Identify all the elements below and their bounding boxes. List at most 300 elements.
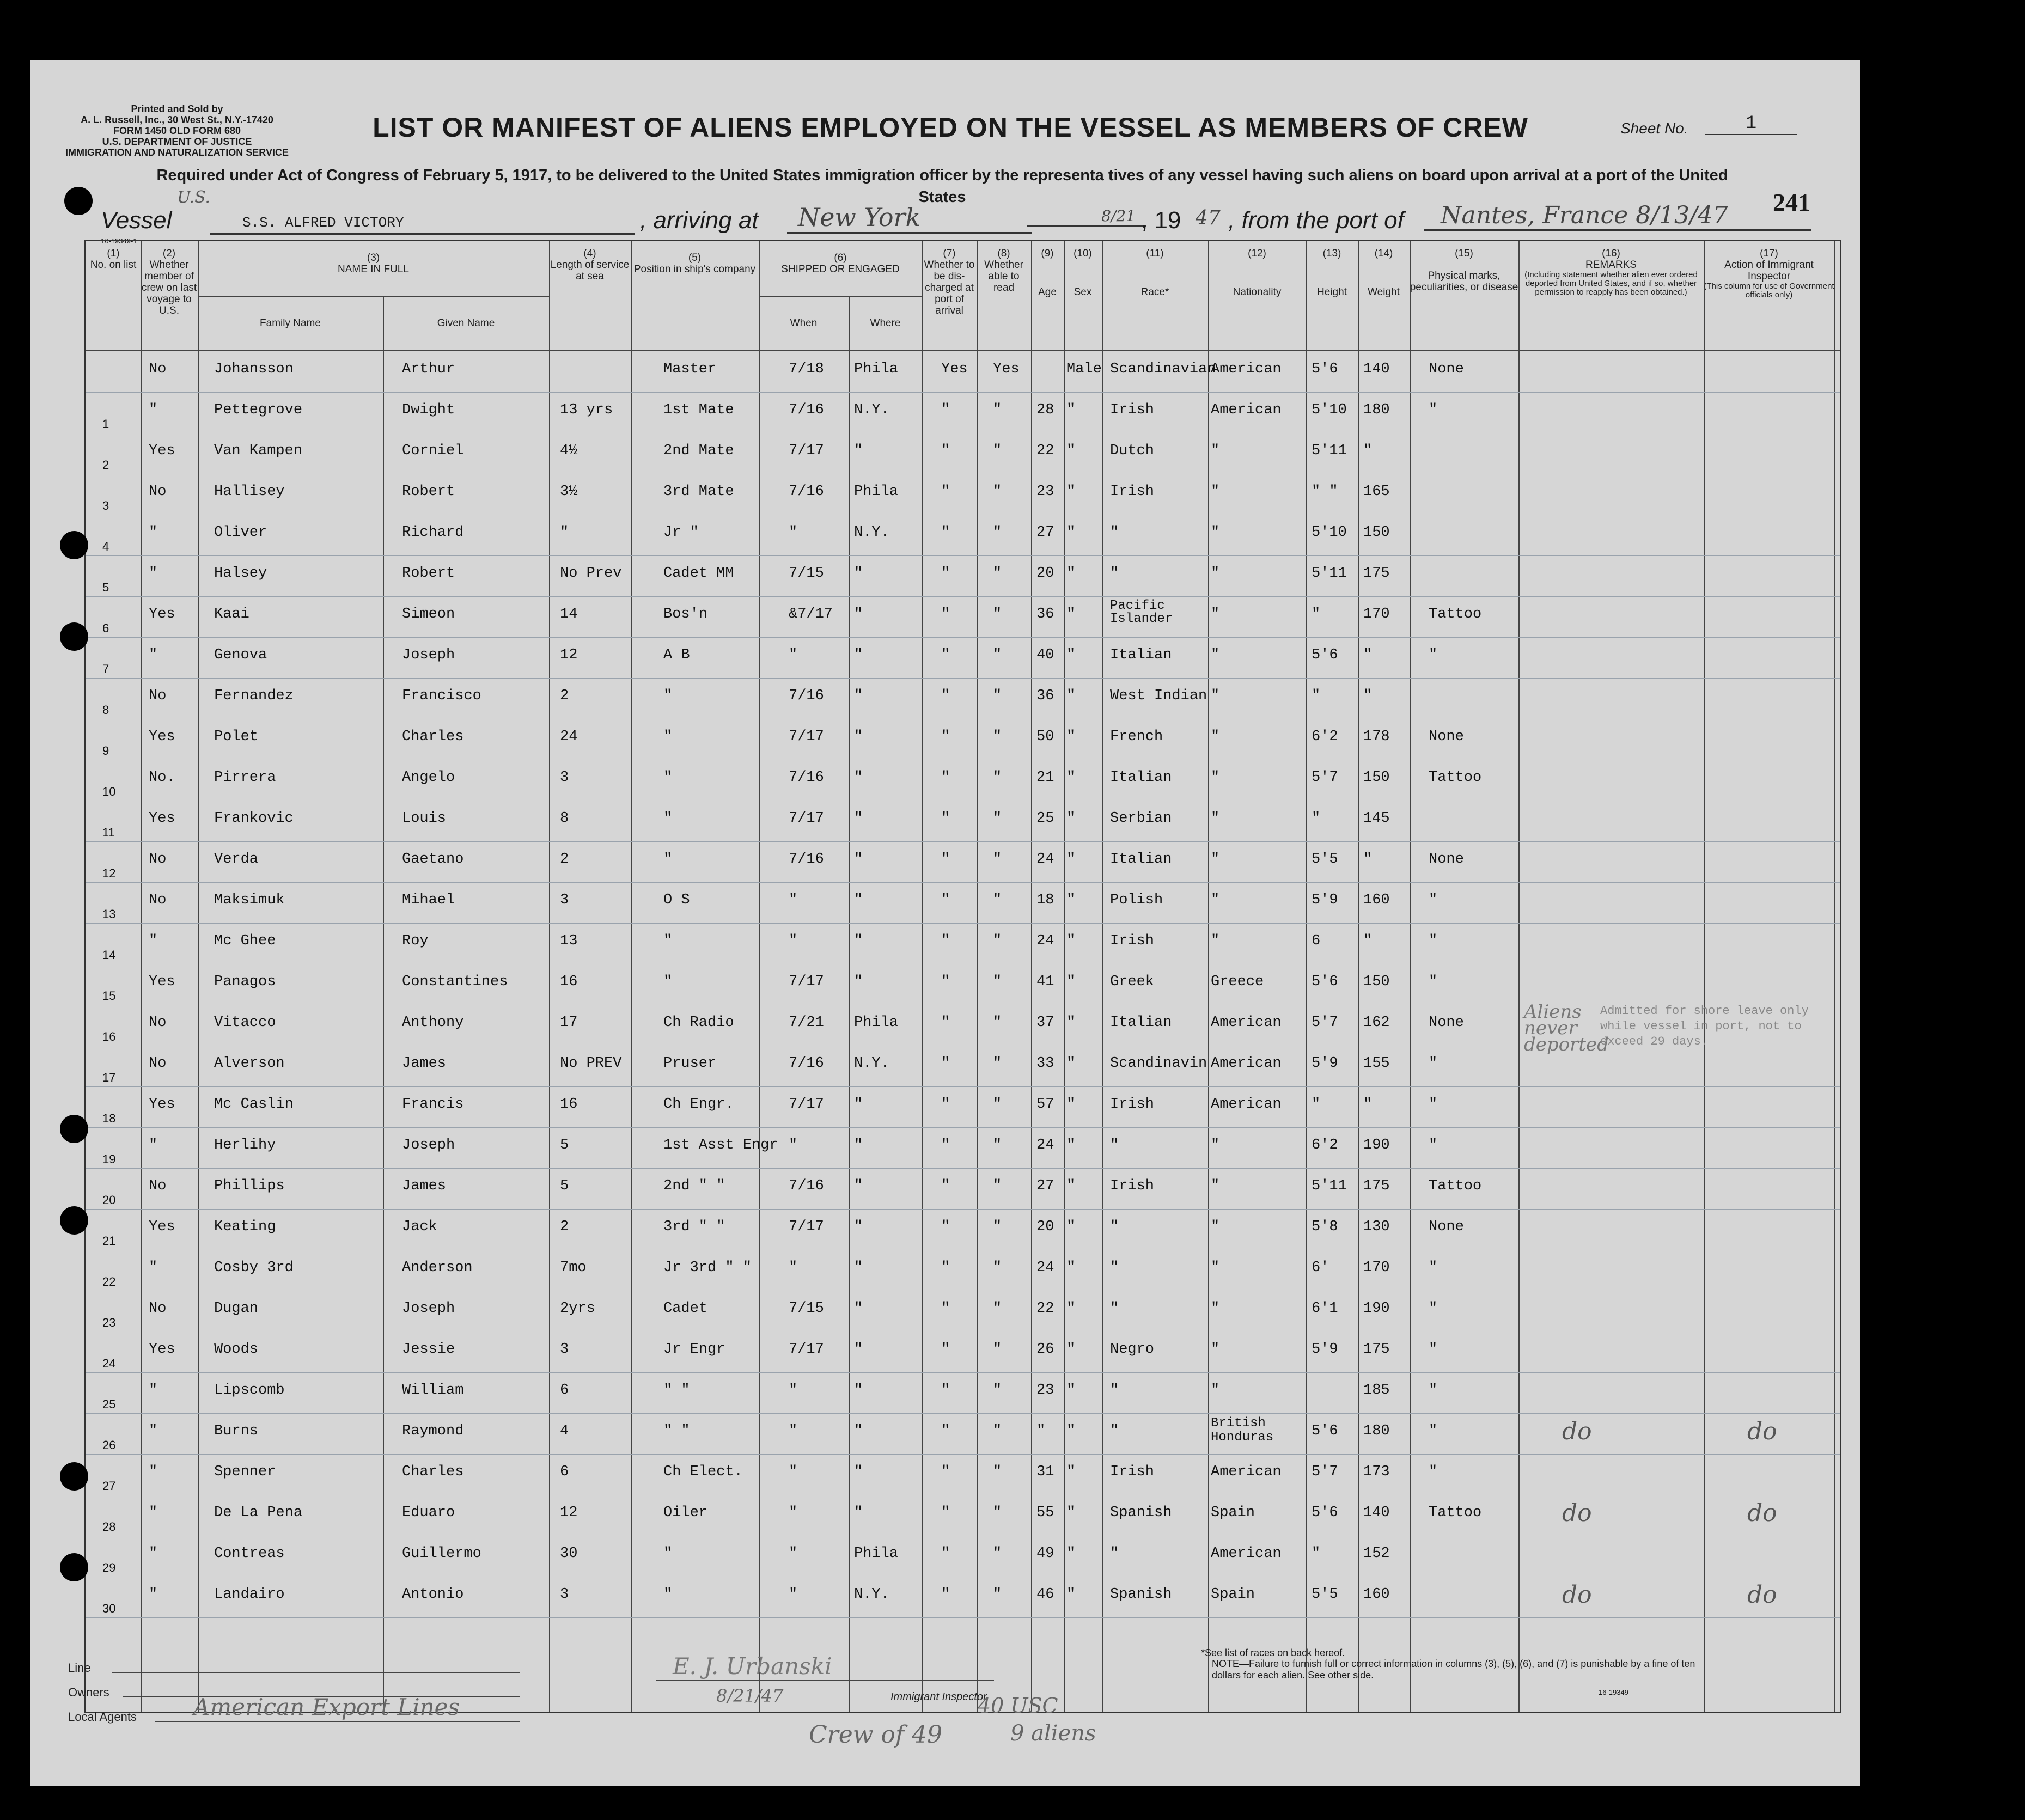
row-number: 27 bbox=[102, 1479, 116, 1493]
prev-voyage: " bbox=[149, 1505, 158, 1521]
arrival-date: 8/21 bbox=[1027, 207, 1146, 227]
shipped-when: 7/16 bbox=[789, 851, 824, 868]
race: " bbox=[1110, 1137, 1119, 1153]
form-code: 16-19349 bbox=[1599, 1688, 1628, 1696]
row-rule bbox=[86, 596, 1840, 597]
prev-voyage: " bbox=[149, 402, 158, 418]
col-divider bbox=[1834, 241, 1835, 1712]
given-name: Corniel bbox=[402, 443, 464, 459]
weight: 175 bbox=[1363, 1178, 1390, 1194]
shipped-where: " bbox=[854, 729, 863, 745]
nationality: " bbox=[1211, 892, 1220, 908]
family-name: Pettegrove bbox=[214, 402, 303, 418]
family-name: Landairo bbox=[214, 1586, 285, 1603]
height: 6'1 bbox=[1312, 1300, 1338, 1317]
prev-voyage: No bbox=[149, 1015, 167, 1031]
shipped-where: " bbox=[854, 647, 863, 663]
nationality: Greece bbox=[1211, 974, 1264, 990]
weight: 160 bbox=[1363, 892, 1390, 908]
race: Greek bbox=[1110, 974, 1155, 990]
discharged: " bbox=[941, 1219, 950, 1235]
height: 5'8 bbox=[1312, 1219, 1338, 1235]
weight: 130 bbox=[1363, 1219, 1390, 1235]
col-divider bbox=[383, 296, 384, 1712]
prev-voyage: " bbox=[149, 933, 158, 949]
agents-field bbox=[155, 1721, 520, 1722]
service-length: 12 bbox=[560, 647, 578, 663]
height: " bbox=[1312, 688, 1321, 704]
physical-marks: " bbox=[1429, 933, 1438, 949]
family-name: Mc Ghee bbox=[214, 933, 276, 949]
col-divider bbox=[759, 241, 760, 1712]
family-name: Verda bbox=[214, 851, 259, 868]
weight: " bbox=[1363, 851, 1373, 868]
physical-marks: " bbox=[1429, 647, 1438, 663]
punch-hole bbox=[60, 1553, 88, 1581]
prev-voyage: " bbox=[149, 1586, 158, 1603]
sex: " bbox=[1066, 1096, 1076, 1113]
nationality: " bbox=[1211, 1219, 1220, 1235]
age: 27 bbox=[1036, 1178, 1054, 1194]
shipped-when: 7/17 bbox=[789, 729, 824, 745]
col-divider bbox=[1031, 241, 1032, 1712]
able-to-read: " bbox=[993, 1586, 1002, 1603]
shipped-where: Phila bbox=[854, 361, 899, 377]
given-name: Roy bbox=[402, 933, 429, 949]
height: 5'7 bbox=[1312, 1464, 1338, 1480]
row-rule bbox=[86, 841, 1840, 842]
shipped-where: " bbox=[854, 565, 863, 582]
row-number: 25 bbox=[102, 1397, 116, 1411]
prev-voyage: Yes bbox=[149, 443, 175, 459]
signature-line bbox=[656, 1680, 994, 1681]
ditto-remark: do bbox=[1562, 1581, 1592, 1609]
height: 5'10 bbox=[1312, 402, 1347, 418]
row-number: 18 bbox=[102, 1111, 116, 1125]
row-number: 28 bbox=[102, 1520, 116, 1534]
nationality: " bbox=[1211, 484, 1220, 500]
punch-hole bbox=[60, 622, 88, 651]
able-to-read: " bbox=[993, 933, 1002, 949]
height: " bbox=[1312, 1096, 1321, 1113]
discharged: " bbox=[941, 1300, 950, 1317]
shipped-when: 7/17 bbox=[789, 1341, 824, 1358]
row-number: 17 bbox=[102, 1071, 116, 1084]
physical-marks: " bbox=[1429, 1423, 1438, 1439]
shipped-where: Phila bbox=[854, 1015, 899, 1031]
weight: 175 bbox=[1363, 565, 1390, 582]
col13-header: (13) Height bbox=[1317, 248, 1347, 298]
shipped-when: 7/15 bbox=[789, 1300, 824, 1317]
given-name: Guillermo bbox=[402, 1546, 481, 1562]
physical-marks: " bbox=[1429, 1096, 1438, 1113]
physical-marks: None bbox=[1429, 729, 1464, 745]
position: " bbox=[663, 974, 673, 990]
vessel-name: S.S. ALFRED VICTORY bbox=[210, 212, 635, 235]
weight: 180 bbox=[1363, 402, 1390, 418]
able-to-read: " bbox=[993, 524, 1002, 541]
age: 26 bbox=[1036, 1341, 1054, 1358]
height: 5'10 bbox=[1312, 524, 1347, 541]
age: 18 bbox=[1036, 892, 1054, 908]
height: 5'11 bbox=[1312, 443, 1347, 459]
prev-voyage: No bbox=[149, 1300, 167, 1317]
physical-marks: " bbox=[1429, 1341, 1438, 1358]
prev-voyage: " bbox=[149, 565, 158, 582]
shipped-where: N.Y. bbox=[854, 1586, 889, 1603]
height: 5'6 bbox=[1312, 974, 1338, 990]
race: Irish bbox=[1110, 1464, 1155, 1480]
discharged: " bbox=[941, 647, 950, 663]
arriving-port: New York bbox=[787, 203, 1032, 234]
prev-voyage: " bbox=[149, 1137, 158, 1153]
header-subdivider bbox=[198, 296, 549, 297]
race: Scandinavian bbox=[1110, 361, 1216, 377]
row-number: 20 bbox=[102, 1193, 116, 1207]
nationality: " bbox=[1211, 688, 1220, 704]
punch-hole bbox=[60, 1462, 88, 1491]
prev-voyage: Yes bbox=[149, 729, 175, 745]
prev-voyage: No bbox=[149, 892, 167, 908]
shipped-where: " bbox=[854, 443, 863, 459]
discharged: " bbox=[941, 688, 950, 704]
physical-marks: None bbox=[1429, 851, 1464, 868]
col-divider bbox=[1306, 241, 1307, 1712]
nationality: Spain bbox=[1211, 1586, 1255, 1603]
col-divider bbox=[1208, 241, 1209, 1712]
prev-voyage: " bbox=[149, 524, 158, 541]
age: 24 bbox=[1036, 1260, 1054, 1276]
prev-voyage: " bbox=[149, 1260, 158, 1276]
service-length: 16 bbox=[560, 1096, 578, 1113]
race: Irish bbox=[1110, 484, 1155, 500]
ditto-remark: do bbox=[1747, 1581, 1777, 1609]
sheet-label: Sheet No. bbox=[1620, 120, 1688, 137]
able-to-read: " bbox=[993, 606, 1002, 622]
family-name: Dugan bbox=[214, 1300, 259, 1317]
sex: " bbox=[1066, 606, 1076, 622]
row-number: 21 bbox=[102, 1234, 116, 1248]
sex: " bbox=[1066, 1341, 1076, 1358]
position: " bbox=[663, 729, 673, 745]
shipped-where: " bbox=[854, 851, 863, 868]
height: 5'11 bbox=[1312, 1178, 1347, 1194]
col-divider bbox=[1064, 241, 1065, 1712]
discharged: " bbox=[941, 402, 950, 418]
ditto-remark: do bbox=[1747, 1499, 1777, 1527]
service-length: 2yrs bbox=[560, 1300, 595, 1317]
height: 5'9 bbox=[1312, 1341, 1338, 1358]
race: Negro bbox=[1110, 1341, 1155, 1358]
sex: " bbox=[1066, 524, 1076, 541]
weight: 140 bbox=[1363, 1505, 1390, 1521]
position: Jr " bbox=[663, 524, 699, 541]
able-to-read: " bbox=[993, 810, 1002, 827]
row-rule bbox=[86, 392, 1840, 393]
sex: " bbox=[1066, 729, 1076, 745]
family-name: Fernandez bbox=[214, 688, 294, 704]
col-divider bbox=[849, 296, 850, 1712]
family-name: Maksimuk bbox=[214, 892, 285, 908]
weight: " bbox=[1363, 1096, 1373, 1113]
weight: 140 bbox=[1363, 361, 1390, 377]
nationality: " bbox=[1211, 1260, 1220, 1276]
position: " bbox=[663, 769, 673, 786]
weight: 173 bbox=[1363, 1464, 1390, 1480]
year-prefix: , 19 bbox=[1141, 207, 1181, 234]
sex: " bbox=[1066, 647, 1076, 663]
prev-voyage: No bbox=[149, 851, 167, 868]
family-name: Mc Caslin bbox=[214, 1096, 294, 1113]
able-to-read: Yes bbox=[993, 361, 1020, 377]
weight: " bbox=[1363, 933, 1373, 949]
printer-line: U.S. DEPARTMENT OF JUSTICE bbox=[102, 136, 252, 147]
col11-header: (11) Race* bbox=[1140, 248, 1169, 298]
position: Bos'n bbox=[663, 606, 708, 622]
sex: " bbox=[1066, 1586, 1076, 1603]
row-number: 23 bbox=[102, 1316, 116, 1329]
service-length: 12 bbox=[560, 1505, 578, 1521]
given-name: Simeon bbox=[402, 606, 455, 622]
family-name: Pirrera bbox=[214, 769, 276, 786]
shipped-where: Phila bbox=[854, 484, 899, 500]
nationality: " bbox=[1211, 1137, 1220, 1153]
col-divider bbox=[977, 241, 978, 1712]
service-length: 2 bbox=[560, 1219, 569, 1235]
discharged: " bbox=[941, 524, 950, 541]
ditto-remark: do bbox=[1747, 1418, 1777, 1445]
shipped-where: " bbox=[854, 688, 863, 704]
row-rule bbox=[86, 1454, 1840, 1455]
sex: " bbox=[1066, 769, 1076, 786]
position: 1st Mate bbox=[663, 402, 734, 418]
row-rule bbox=[86, 1372, 1840, 1373]
family-name: Contreas bbox=[214, 1546, 285, 1562]
able-to-read: " bbox=[993, 443, 1002, 459]
height: 6'2 bbox=[1312, 1137, 1338, 1153]
prev-voyage: Yes bbox=[149, 1219, 175, 1235]
vessel-label: Vessel bbox=[101, 207, 172, 234]
inspector-label: Immigrant Inspector bbox=[890, 1691, 987, 1703]
shipped-when: 7/16 bbox=[789, 769, 824, 786]
col-divider bbox=[198, 241, 199, 1712]
row-number: 22 bbox=[102, 1275, 116, 1288]
shipped-where: " bbox=[854, 606, 863, 622]
nationality: " bbox=[1211, 606, 1220, 622]
prev-voyage: " bbox=[149, 1464, 158, 1480]
age: 22 bbox=[1036, 443, 1054, 459]
crew-count-uscitizens: 40 USC bbox=[978, 1694, 1058, 1718]
row-number: 29 bbox=[102, 1561, 116, 1574]
row-number: 30 bbox=[102, 1602, 116, 1615]
shipped-when: " bbox=[789, 524, 798, 541]
given-name: Antonio bbox=[402, 1586, 464, 1603]
race: " bbox=[1110, 1546, 1119, 1562]
weight: " bbox=[1363, 443, 1373, 459]
col-divider bbox=[1410, 241, 1411, 1712]
race: " bbox=[1110, 1260, 1119, 1276]
prev-voyage: " bbox=[149, 1546, 158, 1562]
service-length: No PREV bbox=[560, 1055, 622, 1072]
age: 24 bbox=[1036, 933, 1054, 949]
height: 5'6 bbox=[1312, 1505, 1338, 1521]
family-name: Vitacco bbox=[214, 1015, 276, 1031]
shipped-when: 7/15 bbox=[789, 565, 824, 582]
service-length: 8 bbox=[560, 810, 569, 827]
discharged: " bbox=[941, 1178, 950, 1194]
physical-marks: Tattoo bbox=[1429, 1505, 1482, 1521]
race: Scandinavin bbox=[1110, 1055, 1207, 1072]
weight: 160 bbox=[1363, 1586, 1390, 1603]
sex: " bbox=[1066, 1546, 1076, 1562]
discharged: " bbox=[941, 892, 950, 908]
sex: " bbox=[1066, 565, 1076, 582]
family-name: Alverson bbox=[214, 1055, 285, 1072]
discharged: " bbox=[941, 729, 950, 745]
sex: " bbox=[1066, 1137, 1076, 1153]
physical-marks: None bbox=[1429, 1219, 1464, 1235]
col3-header: (3) NAME IN FULL bbox=[338, 252, 409, 275]
shipped-when: " bbox=[789, 647, 798, 663]
weight: 180 bbox=[1363, 1423, 1390, 1439]
weight: 155 bbox=[1363, 1055, 1390, 1072]
given-name-header: Given Name bbox=[437, 317, 495, 329]
sex: " bbox=[1066, 1178, 1076, 1194]
col9-header: (9) Age bbox=[1038, 248, 1057, 298]
physical-marks: " bbox=[1429, 974, 1438, 990]
row-rule bbox=[86, 1086, 1840, 1087]
service-length: 14 bbox=[560, 606, 578, 622]
race: West Indian bbox=[1110, 688, 1207, 704]
service-length: 3 bbox=[560, 1586, 569, 1603]
sex: " bbox=[1066, 1260, 1076, 1276]
physical-marks: " bbox=[1429, 1382, 1438, 1398]
service-length: No Prev bbox=[560, 565, 622, 582]
service-length: 2 bbox=[560, 688, 569, 704]
weight: " bbox=[1363, 647, 1373, 663]
service-length: 5 bbox=[560, 1178, 569, 1194]
shipped-when: 7/17 bbox=[789, 974, 824, 990]
physical-marks: " bbox=[1429, 892, 1438, 908]
discharged: " bbox=[941, 606, 950, 622]
nationality: American bbox=[1211, 361, 1282, 377]
position: Master bbox=[663, 361, 717, 377]
col15-header: (15) Physical marks, peculiarities, or disease bbox=[1410, 248, 1518, 293]
race: French bbox=[1110, 729, 1163, 745]
given-name: Louis bbox=[402, 810, 447, 827]
shipped-where: N.Y. bbox=[854, 1055, 889, 1072]
race: Dutch bbox=[1110, 443, 1155, 459]
shipped-when: " bbox=[789, 1464, 798, 1480]
height: " bbox=[1312, 810, 1321, 827]
service-length: 24 bbox=[560, 729, 578, 745]
vessel-prefix: U.S. bbox=[177, 188, 211, 207]
age: 41 bbox=[1036, 974, 1054, 990]
shipped-where: " bbox=[854, 1260, 863, 1276]
discharged: " bbox=[941, 974, 950, 990]
given-name: Jessie bbox=[402, 1341, 455, 1358]
shipped-where: " bbox=[854, 1219, 863, 1235]
nationality: " bbox=[1211, 524, 1220, 541]
sheet-number: 1 bbox=[1705, 113, 1797, 135]
nationality: American bbox=[1211, 1546, 1282, 1562]
able-to-read: " bbox=[993, 1300, 1002, 1317]
race: " bbox=[1110, 1382, 1119, 1398]
given-name: Charles bbox=[402, 729, 464, 745]
family-name: Genova bbox=[214, 647, 267, 663]
age: 25 bbox=[1036, 810, 1054, 827]
given-name: Jack bbox=[402, 1219, 437, 1235]
weight: 190 bbox=[1363, 1300, 1390, 1317]
col-divider bbox=[1358, 241, 1359, 1712]
where-header: Where bbox=[870, 317, 901, 329]
given-name: Francis bbox=[402, 1096, 464, 1113]
discharged: " bbox=[941, 1586, 950, 1603]
discharged: " bbox=[941, 1423, 950, 1439]
given-name: Joseph bbox=[402, 1137, 455, 1153]
shipped-when: " bbox=[789, 933, 798, 949]
able-to-read: " bbox=[993, 769, 1002, 786]
given-name: Dwight bbox=[402, 402, 455, 418]
punch-hole bbox=[64, 187, 93, 215]
row-rule bbox=[86, 1127, 1840, 1128]
physical-marks: " bbox=[1429, 1055, 1438, 1072]
height: " " bbox=[1312, 484, 1338, 500]
printer-line: A. L. Russell, Inc., 30 West St., N.Y.-17420 bbox=[81, 114, 273, 125]
able-to-read: " bbox=[993, 1423, 1002, 1439]
agents-label: Local Agents bbox=[68, 1710, 137, 1724]
shipped-when: 7/16 bbox=[789, 402, 824, 418]
row-rule bbox=[86, 923, 1840, 924]
col8-header: (8) Whether able to read bbox=[984, 248, 1023, 294]
punch-hole bbox=[60, 1115, 88, 1143]
shipped-when: 7/17 bbox=[789, 443, 824, 459]
age: 22 bbox=[1036, 1300, 1054, 1317]
printer-line: IMMIGRATION AND NATURALIZATION SERVICE bbox=[65, 147, 289, 158]
service-length: 17 bbox=[560, 1015, 578, 1031]
given-name: James bbox=[402, 1178, 447, 1194]
height: 5'5 bbox=[1312, 1586, 1338, 1603]
shipped-when: " bbox=[789, 1382, 798, 1398]
shipped-when: 7/17 bbox=[789, 810, 824, 827]
ditto-remark: do bbox=[1562, 1418, 1592, 1445]
given-name: Arthur bbox=[402, 361, 455, 377]
row-number: 7 bbox=[102, 662, 109, 676]
requirement-text: Required under Act of Congress of February 5, 1917, to be delivered to the United States immigration officer by the representa tives of any vessel having such aliens on board upon arrival at a port of the United States bbox=[156, 167, 1728, 206]
age: 31 bbox=[1036, 1464, 1054, 1480]
age: 50 bbox=[1036, 729, 1054, 745]
height: 5'6 bbox=[1312, 647, 1338, 663]
shipped-where: " bbox=[854, 892, 863, 908]
position: 2nd " " bbox=[663, 1178, 725, 1194]
family-name: Herlihy bbox=[214, 1137, 276, 1153]
position: " bbox=[663, 688, 673, 704]
given-name: Joseph bbox=[402, 647, 455, 663]
sex: " bbox=[1066, 810, 1076, 827]
discharged: " bbox=[941, 851, 950, 868]
shipped-when: " bbox=[789, 892, 798, 908]
signature-date: 8/21/47 bbox=[716, 1685, 784, 1706]
prev-voyage: " bbox=[149, 1423, 158, 1439]
row-number: 26 bbox=[102, 1438, 116, 1452]
race: Italian bbox=[1110, 647, 1172, 663]
position: O S bbox=[663, 892, 690, 908]
family-name: Halsey bbox=[214, 565, 267, 582]
age: 55 bbox=[1036, 1505, 1054, 1521]
given-name: Gaetano bbox=[402, 851, 464, 868]
given-name: Richard bbox=[402, 524, 464, 541]
sex: " bbox=[1066, 688, 1076, 704]
